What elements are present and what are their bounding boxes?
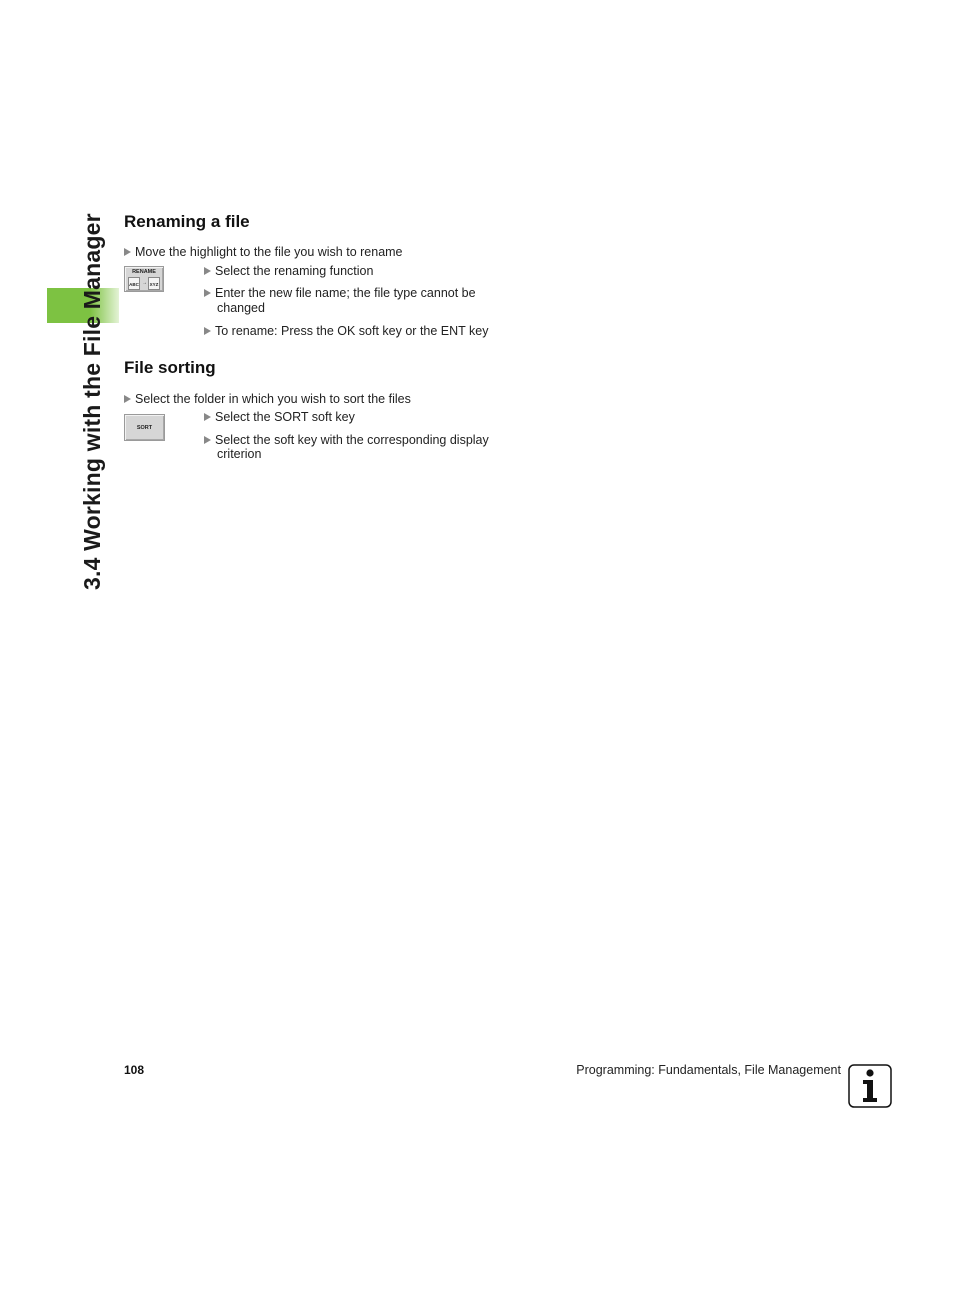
sorting-step-3: Select the soft key with the corresponding display: [204, 433, 489, 447]
bullet-arrow-icon: [204, 267, 211, 275]
bullet-arrow-icon: [124, 395, 131, 403]
info-icon: [848, 1064, 892, 1108]
bullet-arrow-icon: [204, 413, 211, 421]
heading-sorting: File sorting: [124, 358, 216, 377]
sort-softkey[interactable]: [124, 414, 165, 441]
sort-softkey-label: SORT: [136, 425, 153, 431]
heading-renaming: Renaming a file: [124, 212, 250, 231]
document-icon: XYZ: [148, 277, 160, 290]
rename-softkey[interactable]: [124, 266, 164, 292]
sorting-step-1: Select the folder in which you wish to sort the files: [124, 392, 411, 406]
arrow-icon: →: [142, 280, 147, 286]
bullet-arrow-icon: [124, 248, 131, 256]
bullet-arrow-icon: [204, 289, 211, 297]
renaming-step-4: To rename: Press the OK soft key or the ENT key: [204, 324, 489, 338]
sorting-step-2: Select the SORT soft key: [204, 410, 355, 424]
renaming-step-1: Move the highlight to the file you wish to rename: [124, 245, 403, 259]
page-number: 108: [124, 1063, 145, 1077]
chapter-title: 3.4 Working with the File Manager: [79, 213, 105, 590]
sorting-step-3-cont: criterion: [217, 447, 262, 461]
bullet-arrow-icon: [204, 327, 211, 335]
document-icon: ABC: [128, 277, 140, 290]
running-title: Programming: Fundamentals, File Management: [576, 1063, 841, 1077]
renaming-step-3: Enter the new file name; the file type cannot be: [204, 286, 476, 300]
rename-softkey-label: RENAME: [132, 269, 156, 275]
renaming-step-2: Select the renaming function: [204, 264, 373, 278]
bullet-arrow-icon: [204, 436, 211, 444]
renaming-step-3-cont: changed: [217, 301, 265, 315]
